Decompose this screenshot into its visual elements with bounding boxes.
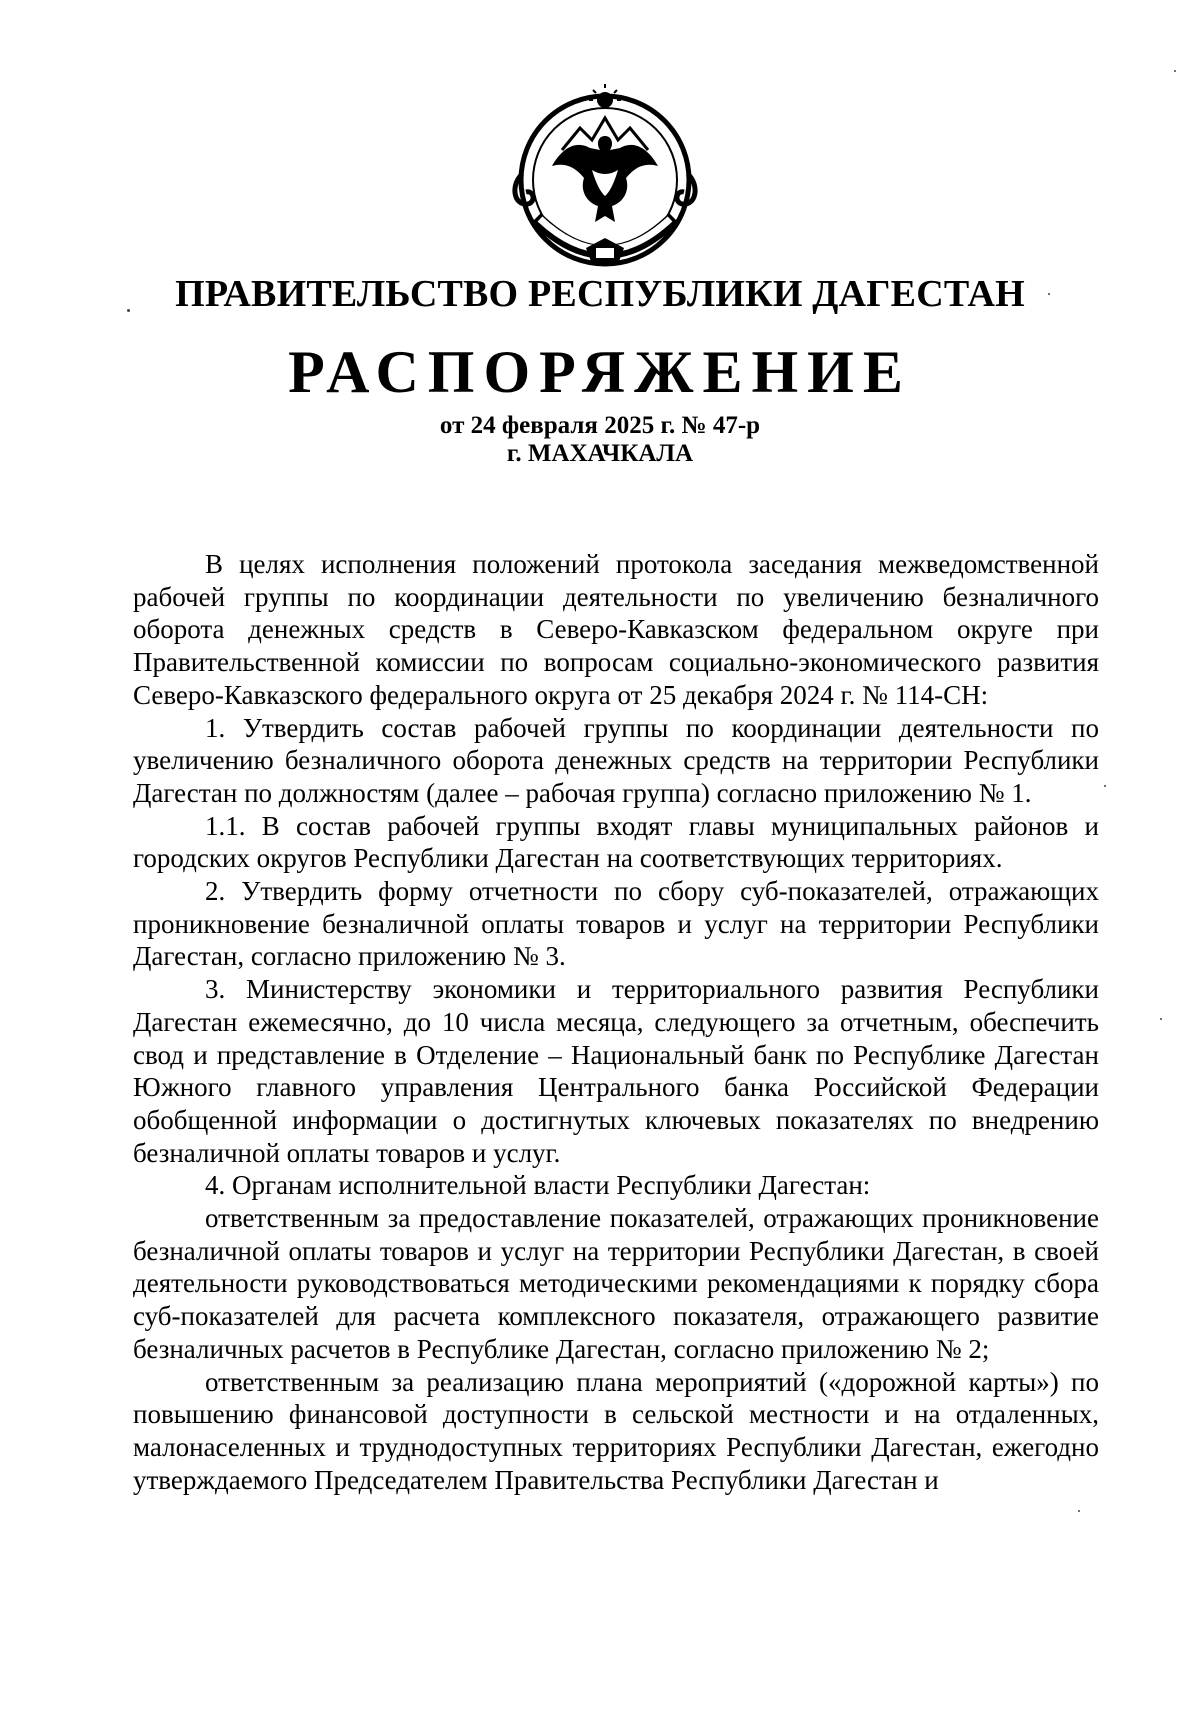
- clause-1-paragraph: 1. Утвердить состав рабочей группы по координации деятельности по увеличению безналичного оборота денежных средств на территории Республики Дагестан по должностям (далее – рабочая группа) согласно приложению № 1.: [133, 712, 1099, 808]
- document-type-title: РАСПОРЯЖЕНИЕ: [288, 339, 912, 405]
- scan-speck: [1078, 1510, 1080, 1512]
- clause-3-paragraph: 3. Министерству экономики и территориального развития Республики Дагестан ежемесячно, до 10 числа месяца, следующего за отчетным, обеспечить свод и представление в Отделение – Национальный банк по Республике Дагестан Южного главного управления Центрального банка Российской Федерации обобщенной информации о достигнутых ключевых показателях по внедрению безналичной оплаты товаров и услуг.: [133, 974, 1099, 1168]
- clause-4-indent-2-paragraph: ответственным за реализацию плана мероприятий («дорожной карты») по повышению финансовой доступности в сельской местности и на отдаленных, малонаселенных и труднодоступных территориях Республики Дагестан, ежегодно утверждаемого Председателем Правительства Республики Дагестан и: [133, 1366, 1099, 1495]
- scan-speck: [127, 309, 130, 312]
- document-body: [133, 548, 1099, 1496]
- scan-speck: [1104, 785, 1106, 787]
- preamble-paragraph: В целях исполнения положений протокола заседания межведомственной рабочей группы по координации деятельности по увеличению безналичного оборота денежных средств в Северо-Кавказском федеральном округе при Правительственной комиссии по вопросам социально-экономического развития Северо-Кавказского федерального округа от 25 декабря 2024 г. № 114-СН:: [133, 549, 1099, 710]
- coat-of-arms-icon: [500, 78, 710, 280]
- scan-speck: [1174, 70, 1176, 72]
- scan-speck: [1160, 1018, 1162, 1020]
- scan-speck: [1048, 293, 1050, 295]
- document-date-number: от 24 февраля 2025 г. № 47-р: [439, 412, 761, 439]
- clause-1-1-paragraph: 1.1. В состав рабочей группы входят главы муниципальных районов и городских округов Республики Дагестан на соответствующих территориях.: [133, 810, 1099, 874]
- government-title: ПРАВИТЕЛЬСТВО РЕСПУБЛИКИ ДАГЕСТАН: [175, 273, 1025, 315]
- clause-4-indent-1-paragraph: ответственным за предоставление показателей, отражающих проникновение безналичной оплаты товаров и услуг на территории Республики Дагестан, в своей деятельности руководствоваться методическими рекомендациями к порядку сбора суб-показателей для расчета комплексного показателя, отражающего развитие безналичных расчетов в Республике Дагестан, согласно приложению № 2;: [133, 1203, 1099, 1364]
- document-city: г. МАХАЧКАЛА: [506, 440, 694, 467]
- clause-2-paragraph: 2. Утвердить форму отчетности по сбору суб-показателей, отражающих проникновение безналичной оплаты товаров и услуг на территории Республики Дагестан, согласно приложению № 3.: [133, 876, 1099, 972]
- clause-4-paragraph: 4. Органам исполнительной власти Республики Дагестан:: [205, 1170, 871, 1201]
